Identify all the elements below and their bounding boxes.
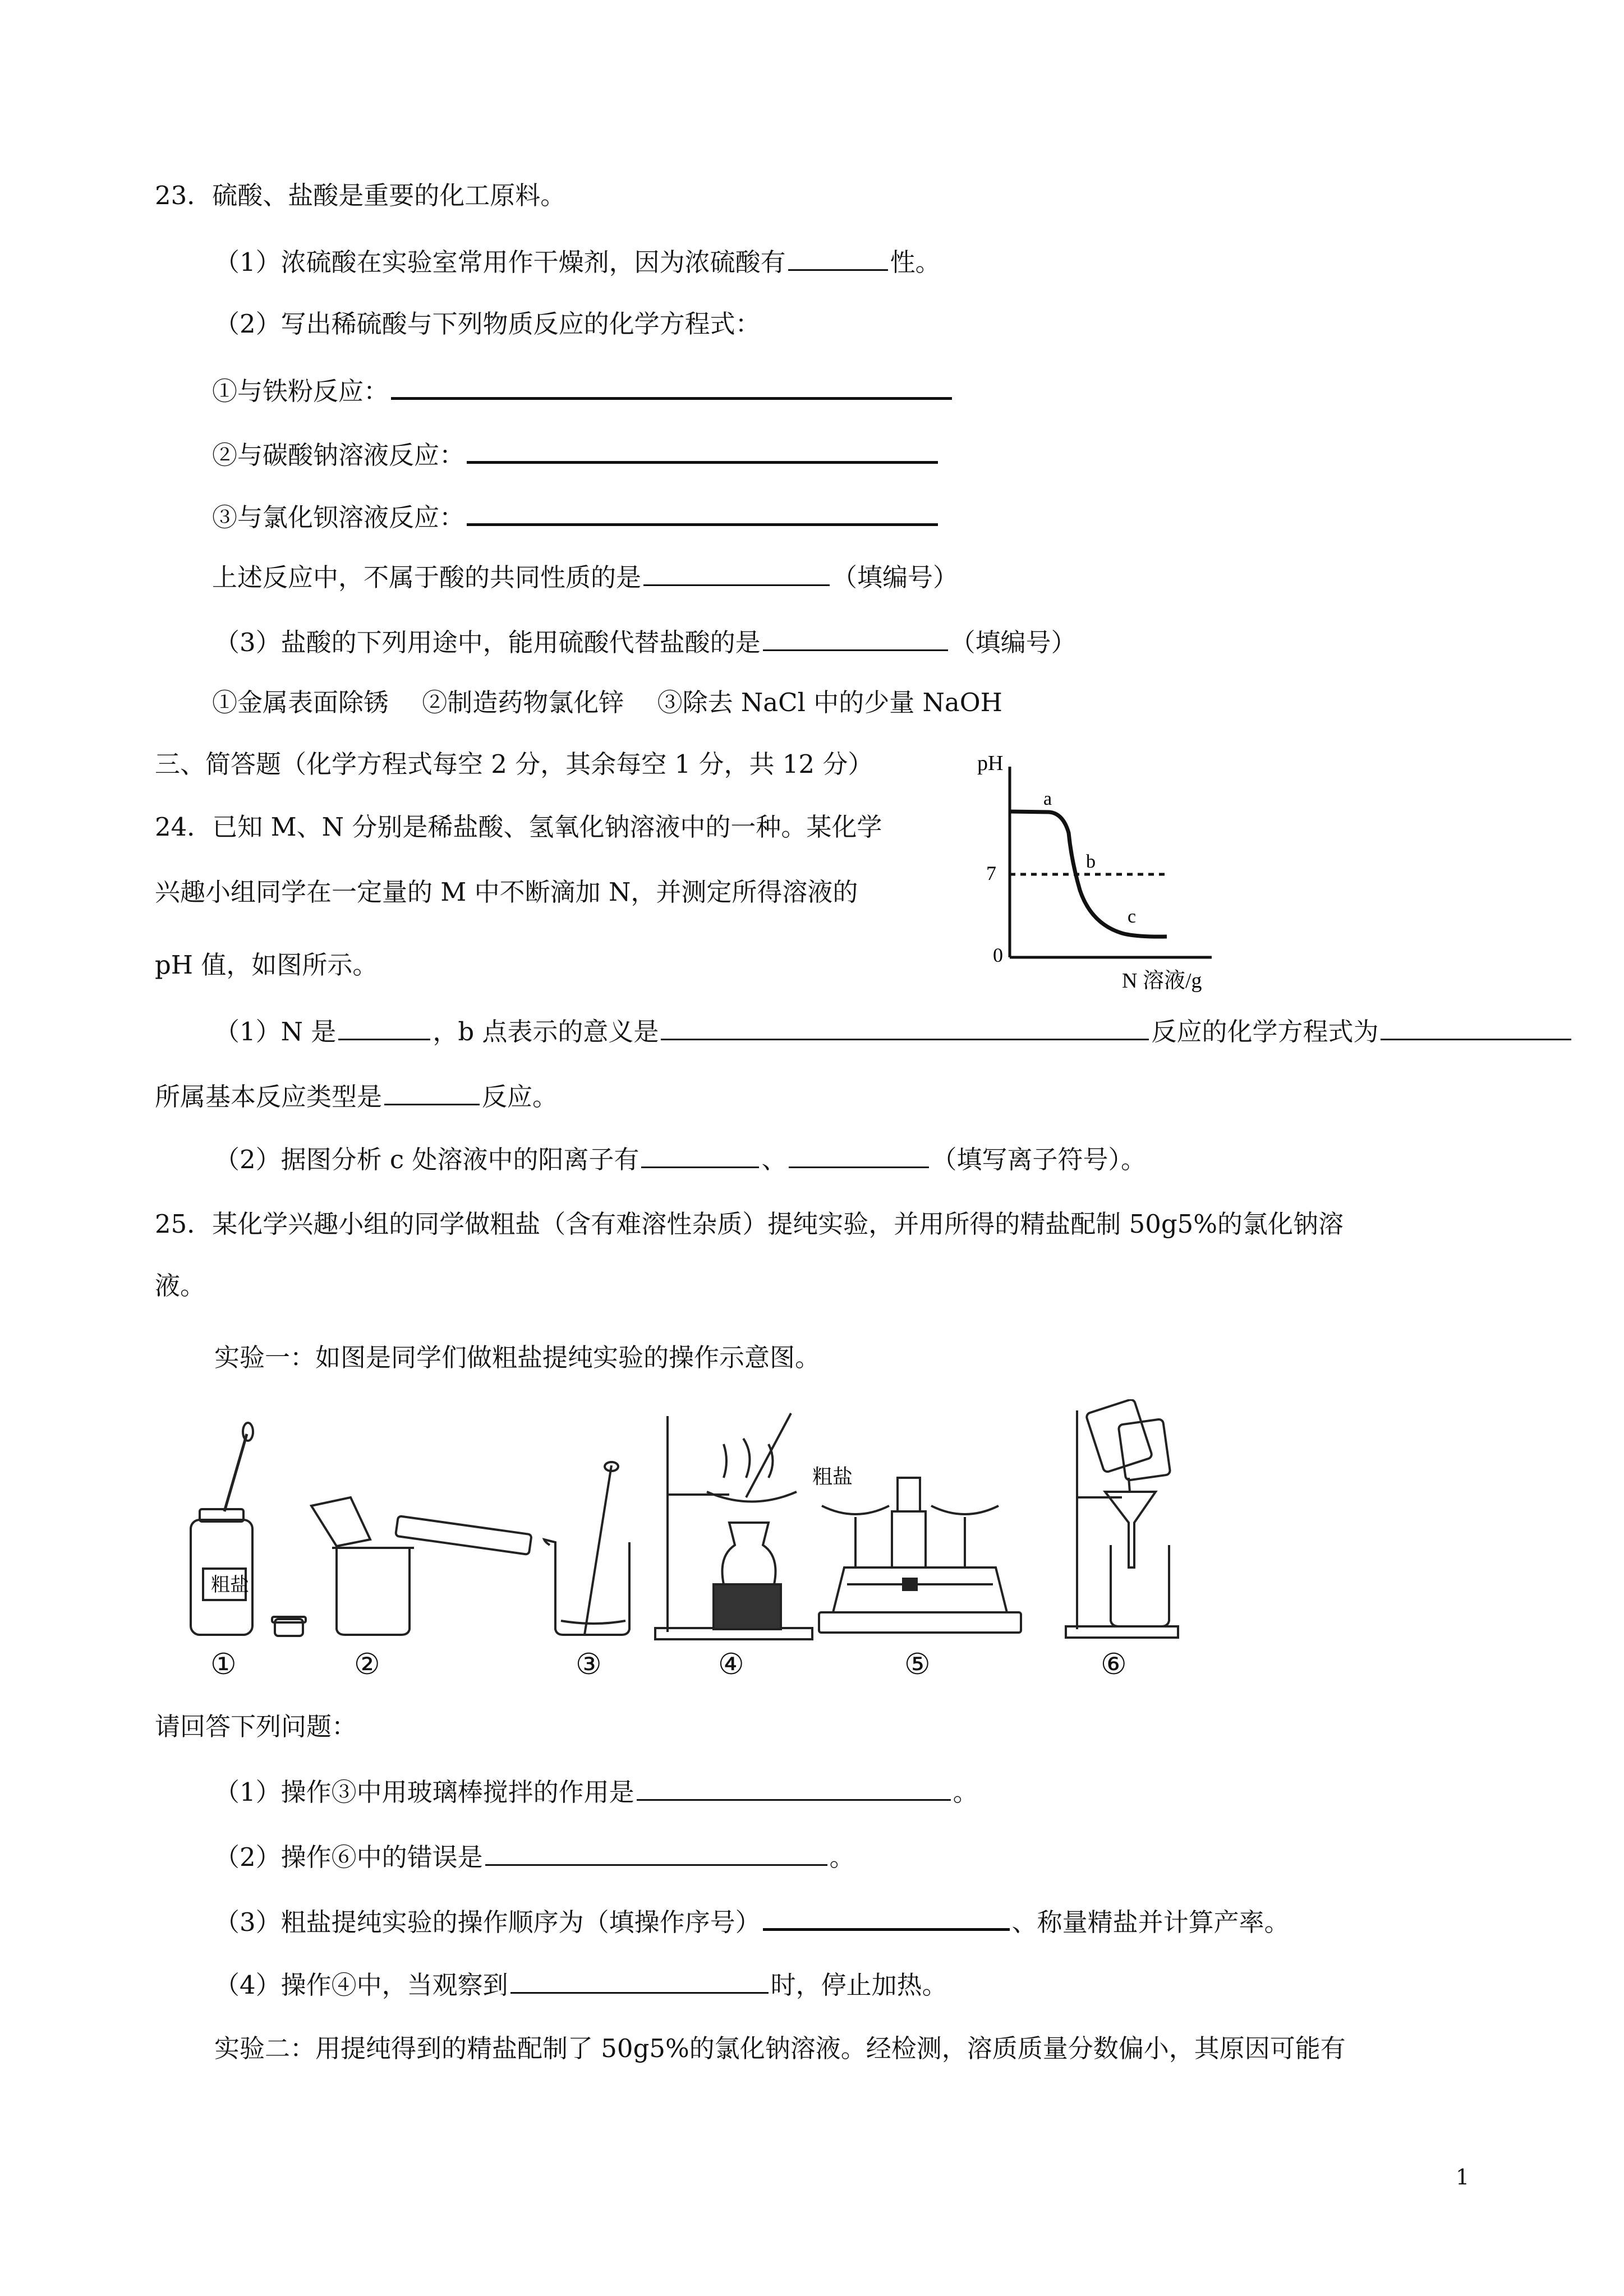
q25-sub-2 — [214, 1842, 855, 1870]
q23-not-common — [212, 562, 958, 590]
operation-label-2: ② — [354, 1648, 380, 1681]
q23-options: ①金属表面除锈 ②制造药物氯化锌 ③除去 NaCl 中的少量 NaOH — [212, 688, 1002, 717]
q23-reaction-2-label: ②与碳酸钠溶液反应： — [212, 440, 465, 470]
q23-reaction-2-blank[interactable] — [467, 439, 938, 464]
q23-part1 — [214, 247, 941, 275]
q23-reaction-1-blank[interactable] — [391, 375, 952, 400]
q25-sub-4-suffix: 时，停止加热。 — [770, 1970, 947, 2000]
q25-sub-2-text: （2）操作⑥中的错误是 — [214, 1842, 483, 1872]
q24-line-2: 兴趣小组同学在一定量的 M 中不断滴加 N，并测定所得溶液的 — [155, 877, 858, 907]
q23-reaction-3 — [212, 501, 940, 530]
q23-not-common-text: 上述反应中，不属于酸的共同性质的是 — [212, 563, 642, 592]
q23-reaction-2 — [212, 439, 940, 468]
q25-sub-1-text: （1）操作③中用玻璃棒搅拌的作用是 — [214, 1777, 634, 1807]
q25-sub-3-blank[interactable] — [763, 1906, 1010, 1931]
q24-equation-blank[interactable] — [1381, 1016, 1571, 1040]
q25-sub-1 — [214, 1777, 978, 1805]
q23-reaction-3-label: ③与氯化钡溶液反应： — [212, 502, 465, 532]
q24-reaction-type-suffix: 反应。 — [482, 1082, 558, 1112]
q23-part2: （2）写出稀硫酸与下列物质反应的化学方程式： — [214, 309, 761, 339]
q25-sub-1-suffix: 。 — [953, 1777, 978, 1807]
q23-part1-blank[interactable] — [788, 247, 888, 271]
q23-reaction-1-label: ①与铁粉反应： — [212, 376, 389, 406]
operation-label-6: ⑥ — [1101, 1648, 1127, 1681]
point-a-label: a — [1043, 789, 1052, 809]
operation-label-1: ① — [210, 1648, 237, 1681]
q24-b-meaning-blank[interactable] — [661, 1016, 1149, 1040]
ph-origin-label: 0 — [993, 944, 1003, 966]
q25-sub-2-blank[interactable] — [485, 1842, 827, 1866]
page-number: 1 — [1456, 2165, 1470, 2189]
q25-prompt: 请回答下列问题： — [155, 1712, 357, 1741]
balance — [819, 1478, 1021, 1633]
q24-part2-sep: 、 — [761, 1145, 787, 1174]
q23-title: 23．硫酸、盐酸是重要的化工原料。 — [155, 181, 566, 210]
q23-not-common-suffix: （填编号） — [832, 563, 959, 592]
q25-line-1: 25．某化学兴趣小组的同学做粗盐（含有难溶性杂质）提纯实验，并用所得的精盐配制 50g5%的氯化钠溶 — [155, 1209, 1344, 1239]
q25-sub-3-text: （3）粗盐提纯实验的操作顺序为（填操作序号） — [214, 1907, 761, 1937]
x-axis-label: N 溶液/g — [1122, 969, 1202, 993]
q24-part2-suffix: （填写离子符号）。 — [931, 1145, 1146, 1174]
q25-experiment-1: 实验一：如图是同学们做粗盐提纯实验的操作示意图。 — [214, 1343, 821, 1372]
q23-reaction-1 — [212, 375, 954, 404]
filtration-setup — [1066, 1399, 1178, 1638]
dissolving-beaker — [311, 1497, 532, 1635]
q25-sub-4-blank[interactable] — [510, 1970, 769, 1994]
q24-cation-blank-2[interactable] — [789, 1144, 929, 1168]
q25-sub-4-text: （4）操作④中，当观察到 — [214, 1970, 508, 2000]
q23-part3 — [214, 627, 1076, 655]
q25-sub-1-blank[interactable] — [637, 1777, 951, 1801]
q24-line-1: 24．已知 M、N 分别是稀盐酸、氢氧化钠溶液中的一种。某化学 — [155, 812, 882, 842]
q23-part3-text: （3）盐酸的下列用途中，能用硫酸代替盐酸的是 — [214, 628, 761, 657]
point-c-label: c — [1128, 906, 1137, 927]
q23-reaction-3-blank[interactable] — [467, 501, 938, 526]
q24-cation-blank-1[interactable] — [641, 1144, 759, 1168]
q25-sub-3 — [214, 1906, 1290, 1935]
q25-sub-4 — [214, 1970, 947, 1998]
operation-label-5: ⑤ — [904, 1648, 931, 1681]
q24-part2-text: （2）据图分析 c 处溶液中的阳离子有 — [214, 1145, 640, 1174]
q24-reaction-type-text: 所属基本反应类型是 — [155, 1082, 383, 1112]
stirring-beaker — [544, 1462, 629, 1635]
q23-part3-blank[interactable] — [763, 627, 948, 651]
evaporation-stand — [655, 1413, 812, 1639]
balance-label: 粗盐 — [812, 1465, 853, 1488]
q24-part1-text: （1）N 是 — [214, 1017, 337, 1046]
q23-part1-suffix: 性。 — [890, 247, 941, 277]
jar-label: 粗盐 — [211, 1575, 249, 1596]
q24-part1-b: ，b 点表示的意义是 — [433, 1017, 659, 1046]
q24-part1-c: 反应的化学方程式为 — [1151, 1017, 1379, 1046]
ph-graph — [965, 743, 1223, 1001]
salt-jar — [191, 1423, 306, 1636]
q25-sub-3-suffix: 、称量精盐并计算产率。 — [1011, 1907, 1290, 1937]
apparatus-figure — [168, 1399, 1234, 1646]
q24-reaction-type-blank[interactable] — [384, 1081, 480, 1105]
q25-experiment-2: 实验二：用提纯得到的精盐配制了 50g5%的氯化钠溶液。经检测，溶质质量分数偏小，其原因可能有 — [214, 2034, 1346, 2063]
q24-reaction-type — [155, 1081, 558, 1112]
q23-part3-suffix: （填编号） — [950, 628, 1076, 657]
operation-label-4: ④ — [718, 1648, 744, 1681]
q23-part1-text: （1）浓硫酸在实验室常用作干燥剂，因为浓硫酸有 — [214, 247, 786, 277]
ph-tick-7: 7 — [986, 862, 996, 884]
operation-label-3: ③ — [576, 1648, 602, 1681]
q23-not-common-blank[interactable] — [643, 562, 830, 586]
q24-part1 — [214, 1016, 1574, 1044]
point-b-label: b — [1086, 851, 1096, 872]
q24-n-blank[interactable] — [338, 1016, 430, 1040]
q25-sub-2-suffix: 。 — [829, 1842, 855, 1872]
section-3-heading: 三、简答题（化学方程式每空 2 分，其余每空 1 分，共 12 分） — [155, 749, 873, 779]
q24-part2 — [214, 1144, 1146, 1172]
ph-axis-label: pH — [977, 751, 1004, 775]
q24-line-3: pH 值，如图所示。 — [155, 950, 378, 980]
q25-line-2: 液。 — [155, 1271, 206, 1301]
